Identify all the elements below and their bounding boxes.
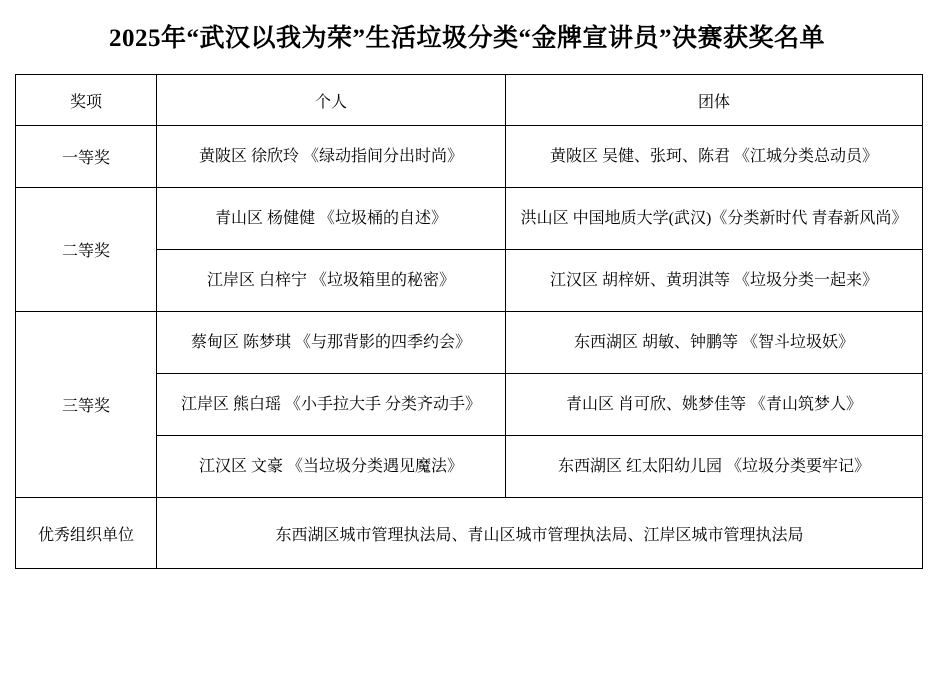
individual-winner: 江岸区 白梓宁 《垃圾箱里的秘密》 xyxy=(157,250,506,312)
award-category-third: 三等奖 xyxy=(16,312,157,498)
document-page xyxy=(0,22,934,673)
award-table-container xyxy=(15,74,919,569)
organizer-value: 东西湖区城市管理执法局、青山区城市管理执法局、江岸区城市管理执法局 xyxy=(157,498,923,569)
team-winner: 青山区 肖可欣、姚梦佳等 《青山筑梦人》 xyxy=(506,374,923,436)
team-winner: 黄陂区 吴健、张珂、陈君 《江城分类总动员》 xyxy=(506,126,923,188)
individual-winner: 江岸区 熊白瑶 《小手拉大手 分类齐动手》 xyxy=(157,374,506,436)
team-winner: 东西湖区 胡敏、钟鹏等 《智斗垃圾妖》 xyxy=(506,312,923,374)
team-winner: 东西湖区 红太阳幼儿园 《垃圾分类要牢记》 xyxy=(506,436,923,498)
individual-winner: 青山区 杨健健 《垃圾桶的自述》 xyxy=(157,188,506,250)
table-row xyxy=(16,312,923,374)
header-individual: 个人 xyxy=(157,75,506,126)
team-winner: 江汉区 胡梓妍、黄玥淇等 《垃圾分类一起来》 xyxy=(506,250,923,312)
individual-winner: 江汉区 文豪 《当垃圾分类遇见魔法》 xyxy=(157,436,506,498)
award-table xyxy=(15,74,923,569)
table-row-organizer xyxy=(16,498,923,569)
organizer-label: 优秀组织单位 xyxy=(16,498,157,569)
award-category-second: 二等奖 xyxy=(16,188,157,312)
individual-winner: 黄陂区 徐欣玲 《绿动指间分出时尚》 xyxy=(157,126,506,188)
table-header-row xyxy=(16,75,923,126)
page-title: 2025年“武汉以我为荣”生活垃圾分类“金牌宣讲员”决赛获奖名单 xyxy=(108,25,825,52)
award-category-first: 一等奖 xyxy=(16,126,157,188)
team-winner: 洪山区 中国地质大学(武汉)《分类新时代 青春新风尚》 xyxy=(506,188,923,250)
table-row xyxy=(16,188,923,250)
table-row xyxy=(16,126,923,188)
header-team: 团体 xyxy=(506,75,923,126)
header-award: 奖项 xyxy=(16,75,157,126)
individual-winner: 蔡甸区 陈梦琪 《与那背影的四季约会》 xyxy=(157,312,506,374)
